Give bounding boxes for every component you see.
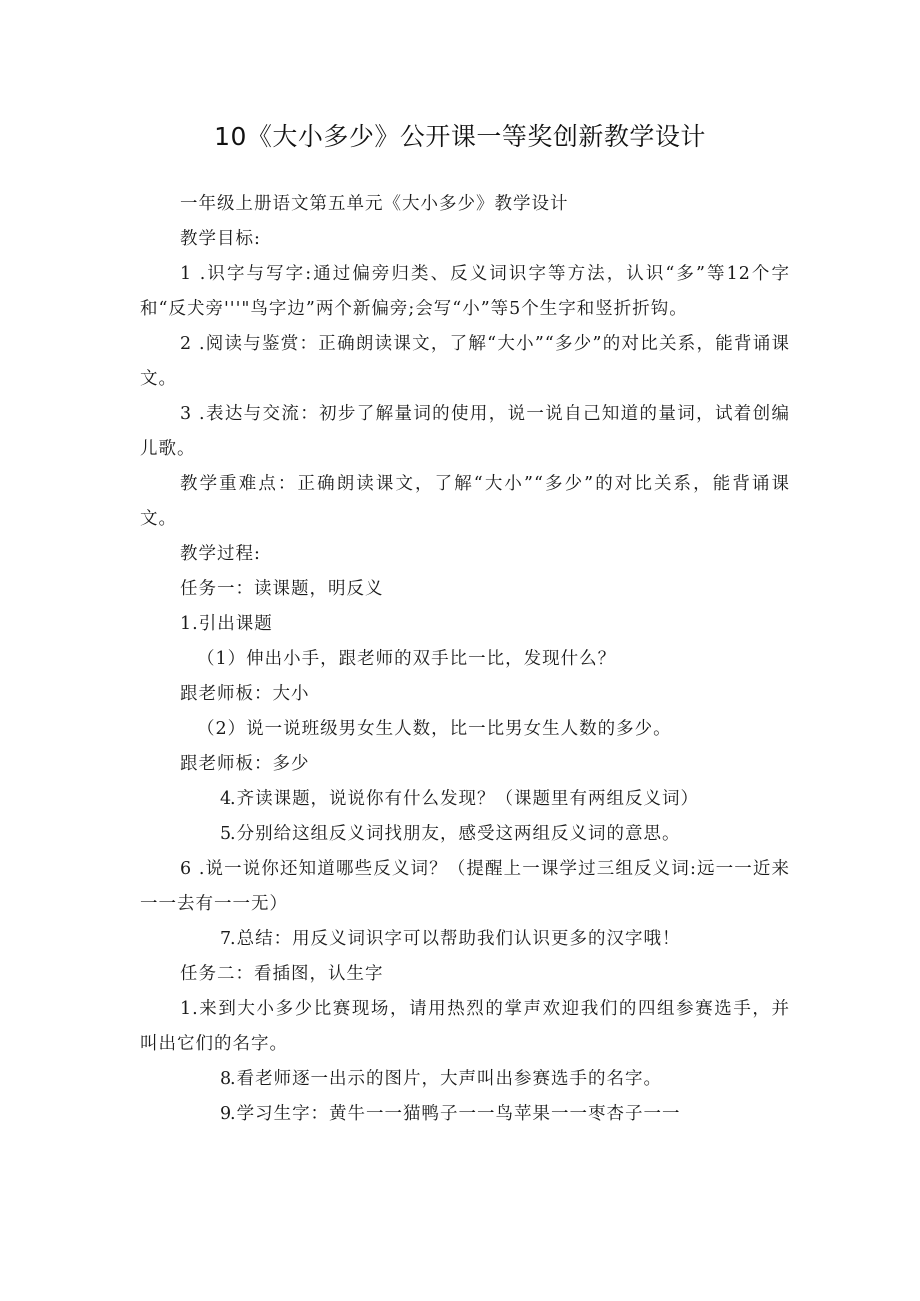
paragraph-task-1-heading: 任务一：读课题，明反义 — [180, 579, 384, 599]
paragraph-goal-1: 1 .识字与写字:通过偏旁归类、反义词识字等方法，认识“多”等12个字和“反犬旁'''"鸟字边”两个新偏旁;会写“小”等5个生字和竖折折钩。 — [140, 264, 790, 319]
paragraph-step-7 — [140, 922, 790, 957]
step-text: .看老师逐一出示的图片，大声叫出参赛选手的名字。 — [230, 1069, 663, 1089]
paragraph-step-5 — [140, 817, 790, 852]
paragraph-substep-1: （1）伸出小手，跟老师的双手比一比，发现什么？ — [197, 649, 617, 669]
step-text: .总结：用反义词识字可以帮助我们认识更多的汉字哦！ — [230, 929, 681, 949]
paragraph-board-many-few: 跟老师板：多少 — [180, 754, 310, 774]
paragraph-step-9 — [140, 1097, 790, 1132]
step-number: 9 — [220, 1104, 233, 1124]
paragraph-process-heading: 教学过程: — [180, 544, 261, 564]
step-text: .分别给这组反义词找朋友，感受这两组反义词的意思。 — [230, 824, 681, 844]
paragraph-task-2-heading: 任务二：看插图，认生字 — [180, 964, 384, 984]
paragraph-teaching-goals-heading: 教学目标: — [180, 229, 261, 249]
paragraph-goal-2: 2 .阅读与鉴赏：正确朗读课文，了解“大小”“多少”的对比关系，能背诵课文。 — [140, 334, 790, 389]
step-number: 7 — [220, 929, 233, 949]
paragraph-key-points: 教学重难点：正确朗读课文，了解“大小”“多少”的对比关系，能背诵课文。 — [140, 474, 790, 529]
paragraph-step-4 — [140, 782, 790, 817]
step-number: 4 — [220, 789, 233, 809]
paragraph-substep-2: （2）说一说班级男女生人数，比一比男女生人数的多少。 — [197, 719, 672, 739]
paragraph-board-big-small: 跟老师板：大小 — [180, 684, 310, 704]
paragraph-unit-heading: 一年级上册语文第五单元《大小多少》教学设计 — [180, 194, 569, 214]
step-number: 5 — [220, 824, 233, 844]
step-number: 8 — [220, 1069, 233, 1089]
paragraph-step-8 — [140, 1062, 790, 1097]
paragraph-task-2-step-1: 1.来到大小多少比赛现场，请用热烈的掌声欢迎我们的四组参赛选手，并叫出它们的名字。 — [140, 999, 790, 1054]
paragraph-goal-3: 3 .表达与交流：初步了解量词的使用，说一说自己知道的量词，试着创编儿歌。 — [140, 404, 790, 459]
step-text: .齐读课题，说说你有什么发现？（课题里有两组反义词） — [230, 789, 700, 809]
document-title: 10《大小多少》公开课一等奖创新教学设计 — [214, 122, 706, 151]
document-body — [140, 187, 790, 1132]
paragraph-step-1: 1.引出课题 — [180, 614, 273, 634]
paragraph-step-6: 6 .说一说你还知道哪些反义词？（提醒上一课学过三组反义词:远一一近来一一去有一一无） — [140, 859, 790, 914]
step-text: .学习生字：黄牛一一猫鸭子一一鸟苹果一一枣杏子一一 — [230, 1104, 681, 1124]
